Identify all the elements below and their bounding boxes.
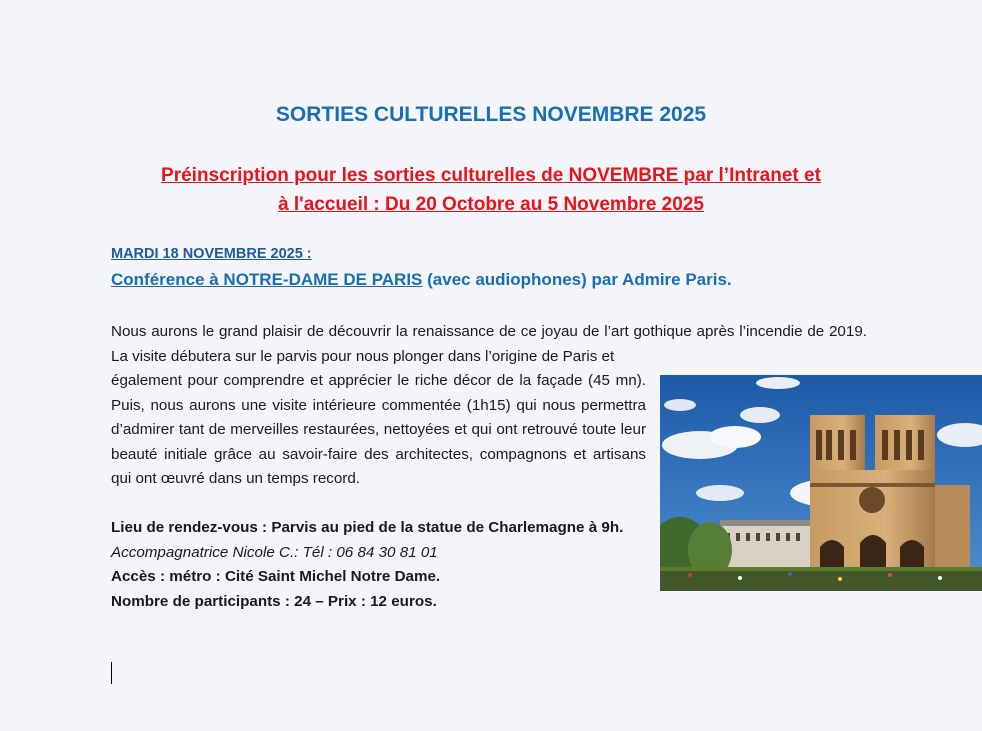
access-info: Accès : métro : Cité Saint Michel Notre Dame. xyxy=(111,568,441,585)
event-date: MARDI 18 NOVEMBRE 2025 : xyxy=(111,246,312,262)
event-title-rest: (avec audiophones) par Admire Paris. xyxy=(422,270,732,289)
registration-line-1: Préinscription pour les sorties culturelles de NOVEMBRE par l’Intranet et xyxy=(161,165,821,186)
meeting-point: Lieu de rendez-vous : Parvis au pied de la statue de Charlemagne à 9h. xyxy=(111,519,624,536)
guide-contact: Accompagnatrice Nicole C.: Tél : 06 84 30 81 01 xyxy=(111,543,438,561)
page-title: SORTIES CULTURELLES NOVEMBRE 2025 xyxy=(275,103,707,126)
participants-price: Nombre de participants : 24 – Prix : 12 euros. xyxy=(111,592,437,610)
event-details xyxy=(111,516,651,614)
text-cursor xyxy=(111,662,112,684)
event-title xyxy=(111,270,732,290)
registration-line-2: à l'accueil : Du 20 Octobre au 5 Novembre 2025 xyxy=(278,194,704,215)
registration-notice xyxy=(100,161,882,219)
event-title-main: Conférence à NOTRE-DAME DE PARIS xyxy=(111,270,423,289)
description-paragraph-top: Nous aurons le grand plaisir de découvrir la renaissance de ce joyau de l’art gothique après l’incendie de 2019. La visite débutera sur le parvis pour nous plonger dans l’origine de Paris et xyxy=(111,323,867,365)
notre-dame-photo xyxy=(660,375,982,591)
description-paragraph-side: également pour comprendre et apprécier le riche décor de la façade (45 mn). Puis, nous aurons une visite intérieure commentée (1h15) qui nous permettra d’admirer tant de merveilles restaurées, nettoyées et qui ont retrouvé toute leur beauté initiale grâce au savoir-faire des architectes, compagnons et artisans qui ont œuvré dans un temps record. xyxy=(111,372,646,487)
